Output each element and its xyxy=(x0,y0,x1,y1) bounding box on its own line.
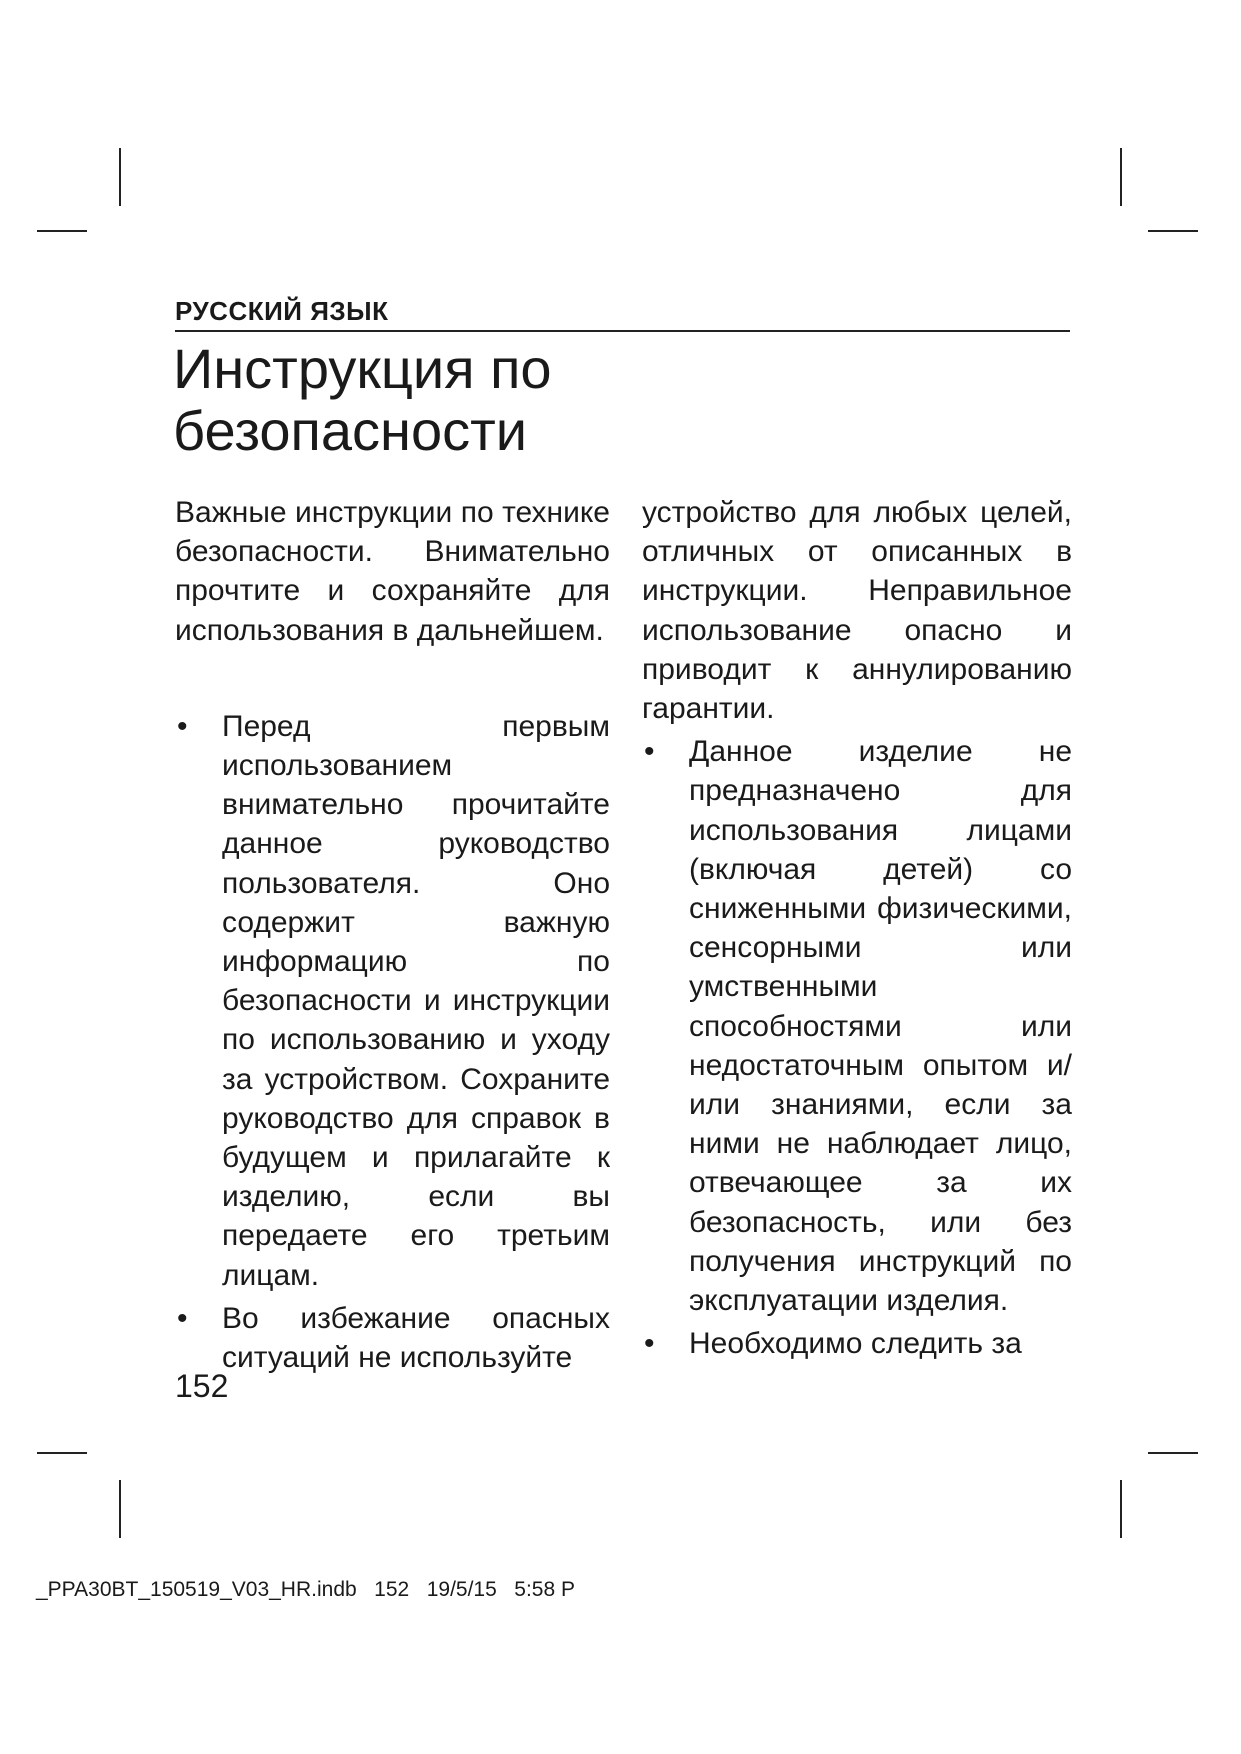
list-item-text: Необходимо следить за xyxy=(689,1327,1022,1361)
right-column xyxy=(642,493,1072,1367)
crop-mark-top-left-horizontal xyxy=(37,230,87,232)
list-item xyxy=(175,1299,610,1377)
list-item xyxy=(175,707,610,1295)
print-slug: _PPA30BT_150519_V03_HR.indb 152 19/5/15 5:58 P xyxy=(36,1578,576,1601)
bullet-icon: • xyxy=(644,735,655,769)
crop-mark-top-right-horizontal xyxy=(1148,230,1198,232)
crop-mark-bottom-right-vertical xyxy=(1120,1480,1122,1538)
crop-mark-bottom-left-vertical xyxy=(119,1480,121,1538)
crop-mark-bottom-right-horizontal xyxy=(1148,1452,1198,1454)
left-bullet-list xyxy=(175,707,610,1377)
crop-mark-bottom-left-horizontal xyxy=(37,1452,87,1454)
page-number: 152 xyxy=(175,1368,229,1404)
bullet-icon: • xyxy=(177,709,188,743)
bullet-icon: • xyxy=(177,1301,188,1335)
list-item-text: Данное изделие не предназначено для использования лицами (включая детей) со сниженными физическими, сенсорными или умственными способностями или недостаточным опытом и/ или знаниями, если за ними не наблюдает лицо, отвечающее за их безопасность, или без получения инструкций по эксплуатации изделия. xyxy=(689,735,1072,1318)
list-item xyxy=(642,732,1072,1320)
bullet-icon: • xyxy=(644,1327,655,1361)
right-bullet-list xyxy=(642,732,1072,1363)
section-divider xyxy=(175,330,1070,332)
list-item-text: Во избежание опасных ситуаций не используйте xyxy=(222,1301,610,1375)
crop-mark-top-left-vertical xyxy=(119,148,121,206)
left-column xyxy=(175,493,610,1381)
page-title: Инструкция по безопасности xyxy=(173,337,552,462)
continuation-paragraph: устройство для любых целей, отличных от описанных в инструкции. Неправильное использование опасно и приводит к аннулированию гарантии. xyxy=(642,496,1072,726)
section-label: РУССКИЙ ЯЗЫК xyxy=(175,296,389,326)
list-item-text: Перед первым использованием внимательно прочитайте данное руководство пользователя. Оно содержит важную информацию по безопасности и инструкции по использованию и уходу за устройством. Сохраните руководство для справок в будущем и прилагайте к изделию, если вы передаете его третьим лицам. xyxy=(222,709,610,1292)
list-item xyxy=(642,1324,1072,1363)
crop-mark-top-right-vertical xyxy=(1120,148,1122,206)
intro-paragraph: Важные инструкции по технике безопасности. Внимательно прочтите и сохраняйте для использования в дальнейшем. xyxy=(175,496,610,647)
